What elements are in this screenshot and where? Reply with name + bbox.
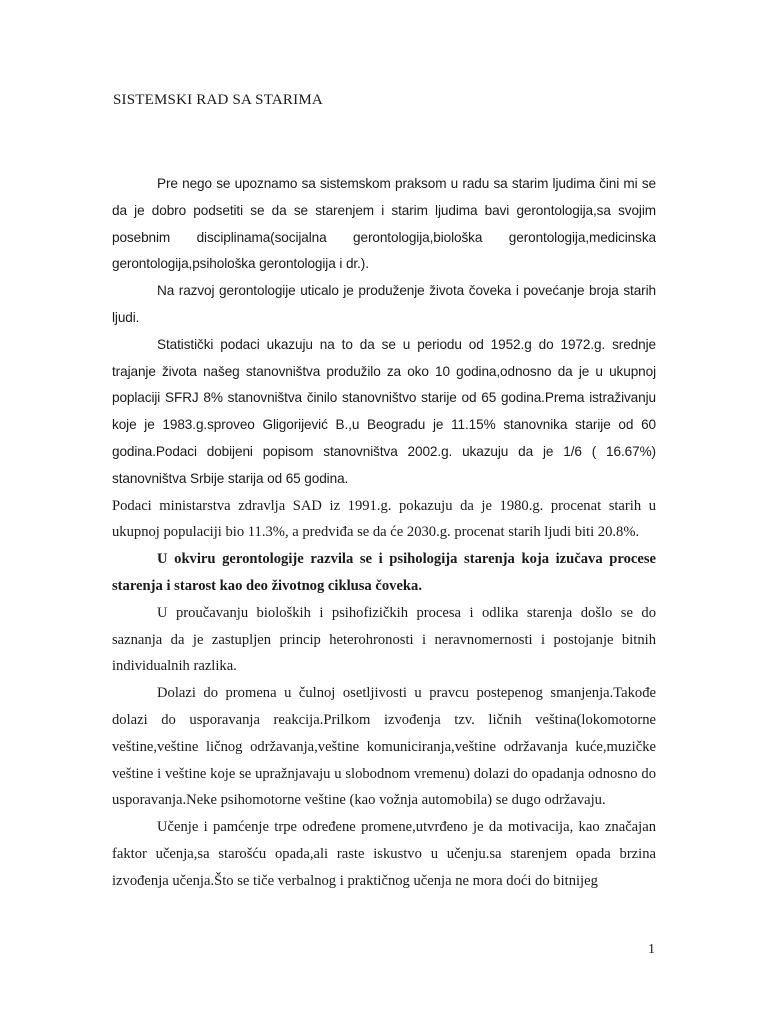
paragraph-sensory-changes: Dolazi do promena u čulnoj osetljivosti u pravcu postepenog smanjenja.Takođe dolazi do usporavanja reakcija.Prilkom izvođenja tzv. ličnih veština(lokomotorne veštine,veštine ličnog održavanja,veštine komuniciranja,veštine održavanja kuće,muzičke veštine i veštine koje se upražnjavaju u slobodnom vremenu) dolazi do opadanja odnosno do usporavanja.Neke psihomotorne veštine (kao vožnja automobila) se dugo održavaju.	[112, 685, 656, 809]
document-title: SISTEMSKI RAD SA STARIMA	[113, 92, 323, 108]
paragraph-heterochrony: U proučavanju bioloških i psihofizičkih procesa i odlika starenja došlo se do saznanja da je zastupljen princip heterohronosti i neravnomernosti i postojanje bitnih individualnih razlika.	[112, 604, 656, 675]
page-number: 1	[648, 942, 655, 957]
paragraph-development-factors: Na razvoj gerontologije uticalo je produženje života čoveka i povećanje broja starih ljudi.	[112, 283, 656, 325]
paragraph-usa-data: Podaci ministarstva zdravlja SAD iz 1991.g. pokazuju da je 1980.g. procenat starih u ukupnoj populaciji bio 11.3%, a predviđa se da će 2030.g. procenat starih ljudi biti 20.8%.	[112, 497, 656, 541]
paragraph-gerontology-intro: Pre nego se upoznamo sa sistemskom praksom u radu sa starim ljudima čini mi se da je dobro podsetiti se da se starenjem i starim ljudima bavi gerontologija,sa svojim posebnim disciplinama(socijalna gerontologija,biološka gerontologija,medicinska gerontologija,psihološka gerontologija i dr.).	[112, 176, 656, 272]
paragraph-psychology-of-aging: U okviru gerontologije razvila se i psihologija starenja koja izučava procese starenja i starost kao deo životnog ciklusa čoveka.	[112, 551, 656, 594]
paragraph-statistics: Statistički podaci ukazuju na to da se u periodu od 1952.g do 1972.g. srednje trajanje života našeg stanovništva produžilo za oko 10 godina,odnosno da je u ukupnoj poplaciji SFRJ 8% stanovništva činilo stanovništvo starije od 65 godina.Prema istraživanju koje je 1983.g.sproveo Gligorijević B.,u Beogradu je 11.15% stanovnika starije od 60 godina.Podaci dobijeni popisom stanovništva 2002.g. ukazuju da je 1/6 ( 16.67%) stanovništva Srbije starija od 65 godina.	[112, 336, 656, 486]
paragraph-learning-memory: Učenje i pamćenje trpe određene promene,utvrđeno je da motivacija, kao značajan faktor učenja,sa starošću opada,ali raste iskustvo u učenju.sa starenjem opada brzina izvođenja učenja.Što se tiče verbalnog i praktičnog učenja ne mora doći do bitnijeg	[112, 819, 656, 889]
document-body	[112, 171, 656, 895]
